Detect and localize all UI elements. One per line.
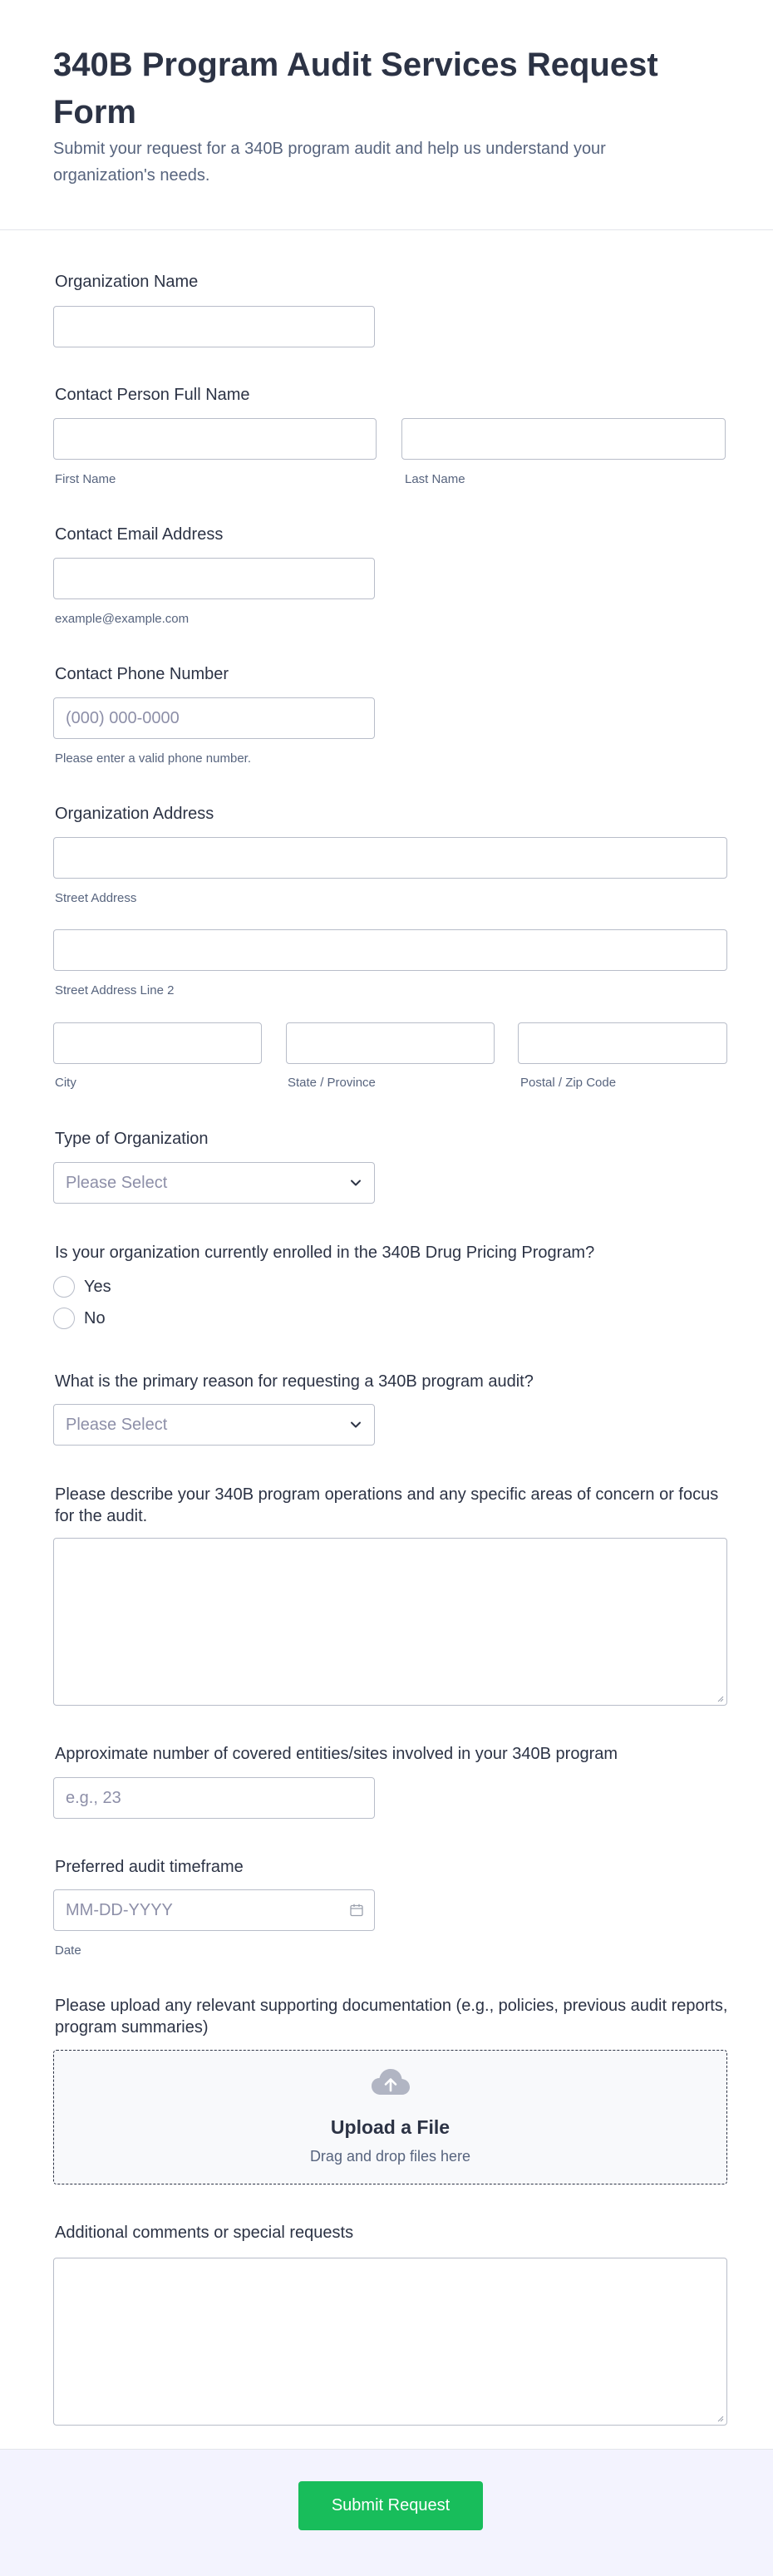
resize-grip-icon[interactable] <box>716 1694 724 1702</box>
phone-sublabel: Please enter a valid phone number. <box>55 751 251 766</box>
zip-input[interactable] <box>518 1022 727 1064</box>
phone-input[interactable] <box>53 697 375 739</box>
timeframe-date-input[interactable] <box>53 1889 375 1931</box>
timeframe-sublabel: Date <box>55 1943 81 1958</box>
first-name-sublabel: First Name <box>55 472 116 486</box>
email-input[interactable] <box>53 558 375 599</box>
describe-label: Please describe your 340B program operations and any specific areas of concern or focus for the audit. <box>55 1485 719 1525</box>
sites-label: Approximate number of covered entities/sites involved in your 340B program <box>55 1745 618 1763</box>
street-address-input[interactable] <box>53 837 727 879</box>
city-sublabel: City <box>55 1076 76 1090</box>
comments-textarea[interactable] <box>53 2258 727 2426</box>
org-type-label: Type of Organization <box>55 1130 209 1148</box>
cloud-upload-icon <box>371 2067 411 2097</box>
reason-label: What is the primary reason for requesting a 340B program audit? <box>55 1372 534 1391</box>
describe-textarea[interactable] <box>53 1538 727 1706</box>
radio-button[interactable] <box>53 1276 75 1298</box>
sites-input[interactable] <box>53 1777 375 1819</box>
org-name-input[interactable] <box>53 306 375 347</box>
street-address-sublabel: Street Address <box>55 891 137 905</box>
last-name-input[interactable] <box>401 418 726 460</box>
page-subtitle: Submit your request for a 340B program audit and help us understand your organization's needs. <box>53 140 606 185</box>
form-footer <box>0 2449 773 2576</box>
city-input[interactable] <box>53 1022 262 1064</box>
reason-selected: Please Select <box>66 1416 168 1434</box>
email-sublabel: example@example.com <box>55 612 190 626</box>
street-address-line2-input[interactable] <box>53 929 727 971</box>
phone-label: Contact Phone Number <box>55 665 229 683</box>
comments-label: Additional comments or special requests <box>55 2224 354 2242</box>
email-label: Contact Email Address <box>55 525 224 544</box>
radio-label: Yes <box>84 1278 111 1296</box>
street-address-line2-sublabel: Street Address Line 2 <box>55 983 175 997</box>
zip-sublabel: Postal / Zip Code <box>520 1076 617 1090</box>
address-label: Organization Address <box>55 805 214 823</box>
page-title: 340B Program Audit Services Request Form <box>53 47 658 131</box>
state-input[interactable] <box>286 1022 495 1064</box>
radio-button[interactable] <box>53 1308 75 1329</box>
contact-name-label: Contact Person Full Name <box>55 386 250 404</box>
calendar-icon[interactable] <box>349 1903 364 1918</box>
radio-label: No <box>84 1309 106 1327</box>
last-name-sublabel: Last Name <box>405 472 465 486</box>
phone-placeholder: (000) 000-0000 <box>66 709 180 727</box>
chevron-down-icon <box>347 1175 364 1191</box>
first-name-input[interactable] <box>53 418 377 460</box>
form-header <box>0 0 773 230</box>
chevron-down-icon <box>347 1416 364 1433</box>
org-type-select[interactable] <box>53 1162 375 1204</box>
org-name-label: Organization Name <box>55 273 199 291</box>
file-upload-dropzone[interactable] <box>53 2050 727 2184</box>
upload-subtitle: Drag and drop files here <box>309 2148 471 2165</box>
resize-grip-icon[interactable] <box>716 2414 724 2422</box>
submit-request-button[interactable]: Submit Request <box>298 2481 483 2530</box>
sites-placeholder: e.g., 23 <box>66 1789 121 1807</box>
reason-select[interactable] <box>53 1404 375 1446</box>
timeframe-label: Preferred audit timeframe <box>55 1858 244 1876</box>
timeframe-placeholder: MM-DD-YYYY <box>66 1901 173 1919</box>
enrolled-label: Is your organization currently enrolled in the 340B Drug Pricing Program? <box>55 1244 595 1262</box>
state-sublabel: State / Province <box>288 1076 376 1090</box>
upload-label: Please upload any relevant supporting documentation (e.g., policies, previous audit reports, program summaries) <box>55 1997 728 2037</box>
org-type-selected: Please Select <box>66 1174 168 1192</box>
upload-title: Upload a File <box>330 2116 451 2138</box>
